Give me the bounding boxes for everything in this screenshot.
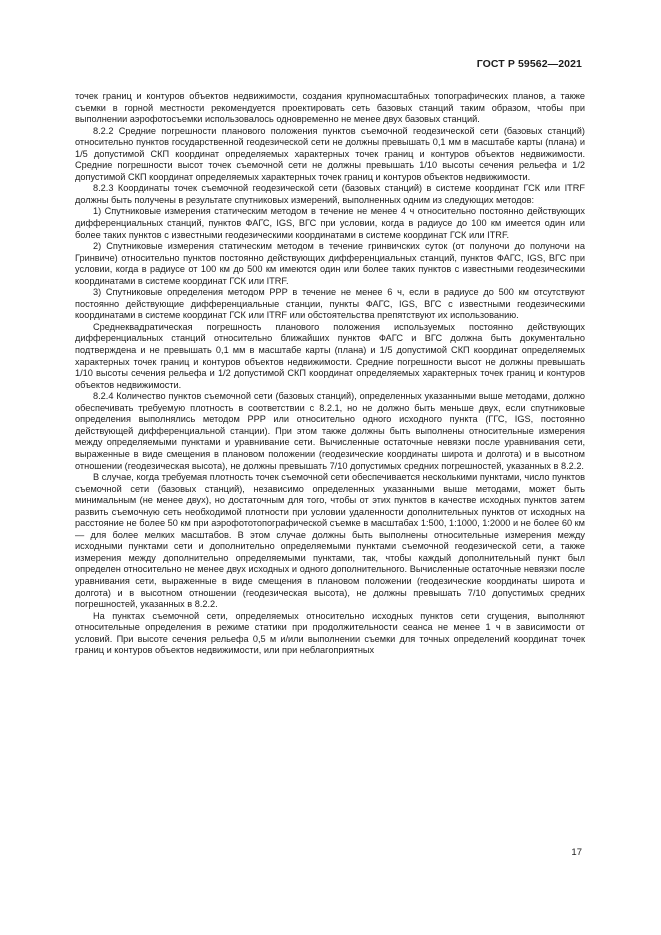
- paragraph: 8.2.4 Количество пунктов съемочной сети (базовых станций), определенных указанными выше методами, должно обеспечивать требуемую плотность в соответствии с 8.2.1, но не должно быть меньше двух, если спутниковые определения выполнялись методом PPP или относительно одного исходного пункта (ГГС, IGS, постоянно действующей дифференциальной станции). При этом также должны быть выполнены относительные измерения между определяемыми пунктами и уравнивание сети. Вычисленные остаточные невязки после уравнивания сети, выраженные в виде смещения в плановом положении (геодезические координаты широта и долгота) и в высотном отношении (геодезическая высота), не должны превышать 7/10 допустимых средних погрешностей, указанных в 8.2.2.: [75, 391, 585, 471]
- paragraph: точек границ и контуров объектов недвижимости, создания крупномасштабных топографических планов, а также съемки в горной местности рекомендуется проектировать сеть базовых станций таким образом, чтобы при выполнении аэрофотосъемки использовалось одновременно не менее двух базовых станций.: [75, 91, 585, 125]
- list-item: 1) Спутниковые измерения статическим методом в течение не менее 4 ч относительно постоянно действующих дифференциальных станций, пунктов ФАГС, IGS, ВГС при условии, когда в радиусе до 100 км имеется один или более таких пунктов с известными геодезическими координатами в системе координат ГСК или ITRF.: [75, 206, 585, 240]
- paragraph: В случае, когда требуемая плотность точек съемочной сети обеспечивается несколькими пунктами, число пунктов съемочной сети (базовых станций), независимо определенных указанными выше методами, может быть минимальным (не менее двух), но достаточным для того, чтобы от этих пунктов в качестве исходных пунктов затем развить съемочную сеть необходимой плотности при условии удаленности дополнительных пунктов от исходных на расстояние не более 50 км при аэрофототопографической съемке в масштабах 1:500, 1:1000, 1:2000 и не более 60 км — для более мелких масштабов. В этом случае должны быть выполнены относительные измерения между исходными пунктами сети и дополнительно определяемыми пунктами съемочной геодезической сети, а также измерения между дополнительно определяемыми пунктами, так, чтобы каждый дополнительный пункт был определен относительно не менее двух исходных и одного дополнительного. Вычисленные остаточные невязки после уравнивания сети, выраженные в виде смещения в плановом положении (геодезические координаты широта и долгота) и в высотном отношении (геодезическая высота), не должны превышать 7/10 допустимых средних погрешностей, указанных в 8.2.2.: [75, 472, 585, 610]
- page-number: 17: [571, 847, 582, 858]
- list-item: 3) Спутниковые определения методом PPP в течение не менее 6 ч, если в радиусе до 500 км отсутствуют постоянно действующие дифференциальные станции, пункты ФАГС, IGS, ВГС с известными геодезическими координатами в системе координат ГСК или ITRF или обстоятельства препятствуют их использованию.: [75, 287, 585, 321]
- paragraph: Среднеквадратическая погрешность планового положения используемых постоянно действующих дифференциальных станций относительно ближайших пунктов ФАГС и ВГС должна быть документально подтверждена и не превышать 0,1 мм в масштабе карты (плана) и 1/5 допустимой СКП координат определяемых характерных точек границ и контуров объектов недвижимости. Средние погрешности высот не должны превышать 1/10 высоты сечения рельефа и 1/2 допустимой СКП координат определяемых характерных точек границ и контуров объектов недвижимости.: [75, 321, 585, 390]
- standard-designation: ГОСТ Р 59562—2021: [476, 58, 582, 70]
- page-body: [75, 91, 585, 657]
- paragraph: 8.2.3 Координаты точек съемочной геодезической сети (базовых станций) в системе координат ГСК или ITRF должны быть получены в результате спутниковых измерений, выполненных одним из следующих методов:: [75, 183, 585, 205]
- list-item: 2) Спутниковые измерения статическим методом в течение гринвичских суток (от полуночи до полуночи на Гринвиче) относительно пунктов постоянно действующих дифференциальных станций, пунктов ФАГС, IGS, ВГС при условии, когда в радиусе от 100 км до 500 км имеются один или более таких пунктов с известными геодезическими координатами в системе координат ГСК или ITRF.: [75, 241, 585, 286]
- paragraph: На пунктах съемочной сети, определяемых относительно исходных пунктов сети сгущения, выполняют относительные определения в режиме статики при продолжительности сеанса не менее 1 ч в зависимости от условий. При высоте сечения рельефа 0,5 м и/или выполнении съемки для точных определений координат точек границ и контуров объектов недвижимости, или при неблагоприятных: [75, 610, 585, 656]
- paragraph: 8.2.2 Средние погрешности планового положения пунктов съемочной геодезической сети (базовых станций) относительно пунктов государственной геодезической сети не должны превышать 0,1 мм в масштабе карты (плана) и 1/5 допустимой СКП координат определяемых характерных точек границ и контуров объектов недвижимости. Средние погрешности высот точек съемочной сети не должны превышать 1/10 высоты сечения рельефа и 1/2 допустимой СКП координат определяемых характерных точек границ и контуров объектов недвижимости.: [75, 125, 585, 182]
